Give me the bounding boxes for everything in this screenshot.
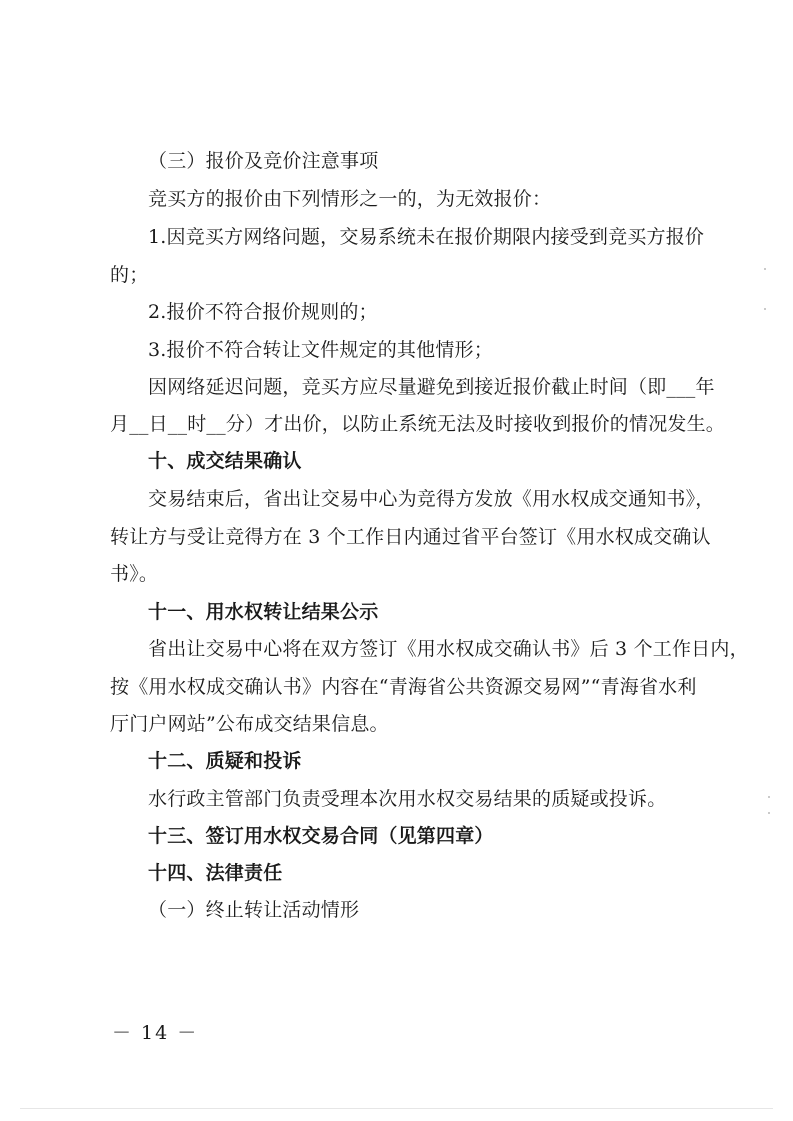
paragraph-text: 水行政主管部门负责受理本次用水权交易结果的质疑或投诉。 (148, 788, 667, 810)
scan-speck (764, 268, 766, 270)
section-subheading-termination: （一）终止转让活动情形 (148, 899, 360, 921)
scan-speck (764, 308, 766, 310)
list-item-1-continued: 的； (110, 264, 149, 286)
section-heading-14: 十四、法律责任 (148, 862, 283, 884)
paragraph-text: 省出让交易中心将在双方签订《用水权成交确认书》后 3 个工作日内， (148, 638, 749, 660)
paragraph-text-continued: 厅门户网站”公布成交结果信息。 (110, 713, 389, 735)
scan-edge-line (20, 1108, 773, 1109)
paragraph-text-continued: 书》。 (110, 563, 159, 585)
paragraph-text: 因网络延迟问题，竞买方应尽量避免到接近报价截止时间（即___年 (148, 376, 715, 398)
section-heading-11: 十一、用水权转让结果公示 (148, 601, 379, 623)
list-item-2: 2.报价不符合报价规则的； (148, 301, 378, 323)
page-number: － 14 － (112, 1022, 199, 1044)
paragraph-text: 竞买方的报价由下列情形之一的，为无效报价： (148, 188, 552, 210)
list-item-1: 1.因竞买方网络问题，交易系统未在报价期限内接受到竞买方报价 (148, 226, 705, 248)
section-subheading-quotation-notes: （三）报价及竞价注意事项 (148, 150, 379, 172)
section-heading-12: 十二、质疑和投诉 (148, 750, 302, 772)
list-item-3: 3.报价不符合转让文件规定的其他情形； (148, 339, 493, 361)
paragraph-text: 交易结束后，省出让交易中心为竞得方发放《用水权成交通知书》， (148, 488, 715, 510)
paragraph-text-continued: 转让方与受让竞得方在 3 个工作日内通过省平台签订《用水权成交确认 (110, 526, 711, 548)
scan-speck (768, 796, 770, 798)
paragraph-text-continued: 月__日__时__分）才出价，以防止系统无法及时接收到报价的情况发生。 (110, 413, 726, 435)
section-heading-13: 十三、签订用水权交易合同（见第四章） (148, 825, 494, 847)
section-heading-10: 十、成交结果确认 (148, 450, 302, 472)
scan-speck (768, 812, 770, 814)
paragraph-text-continued: 按《用水权成交确认书》内容在“青海省公共资源交易网”“青海省水利 (110, 676, 697, 698)
